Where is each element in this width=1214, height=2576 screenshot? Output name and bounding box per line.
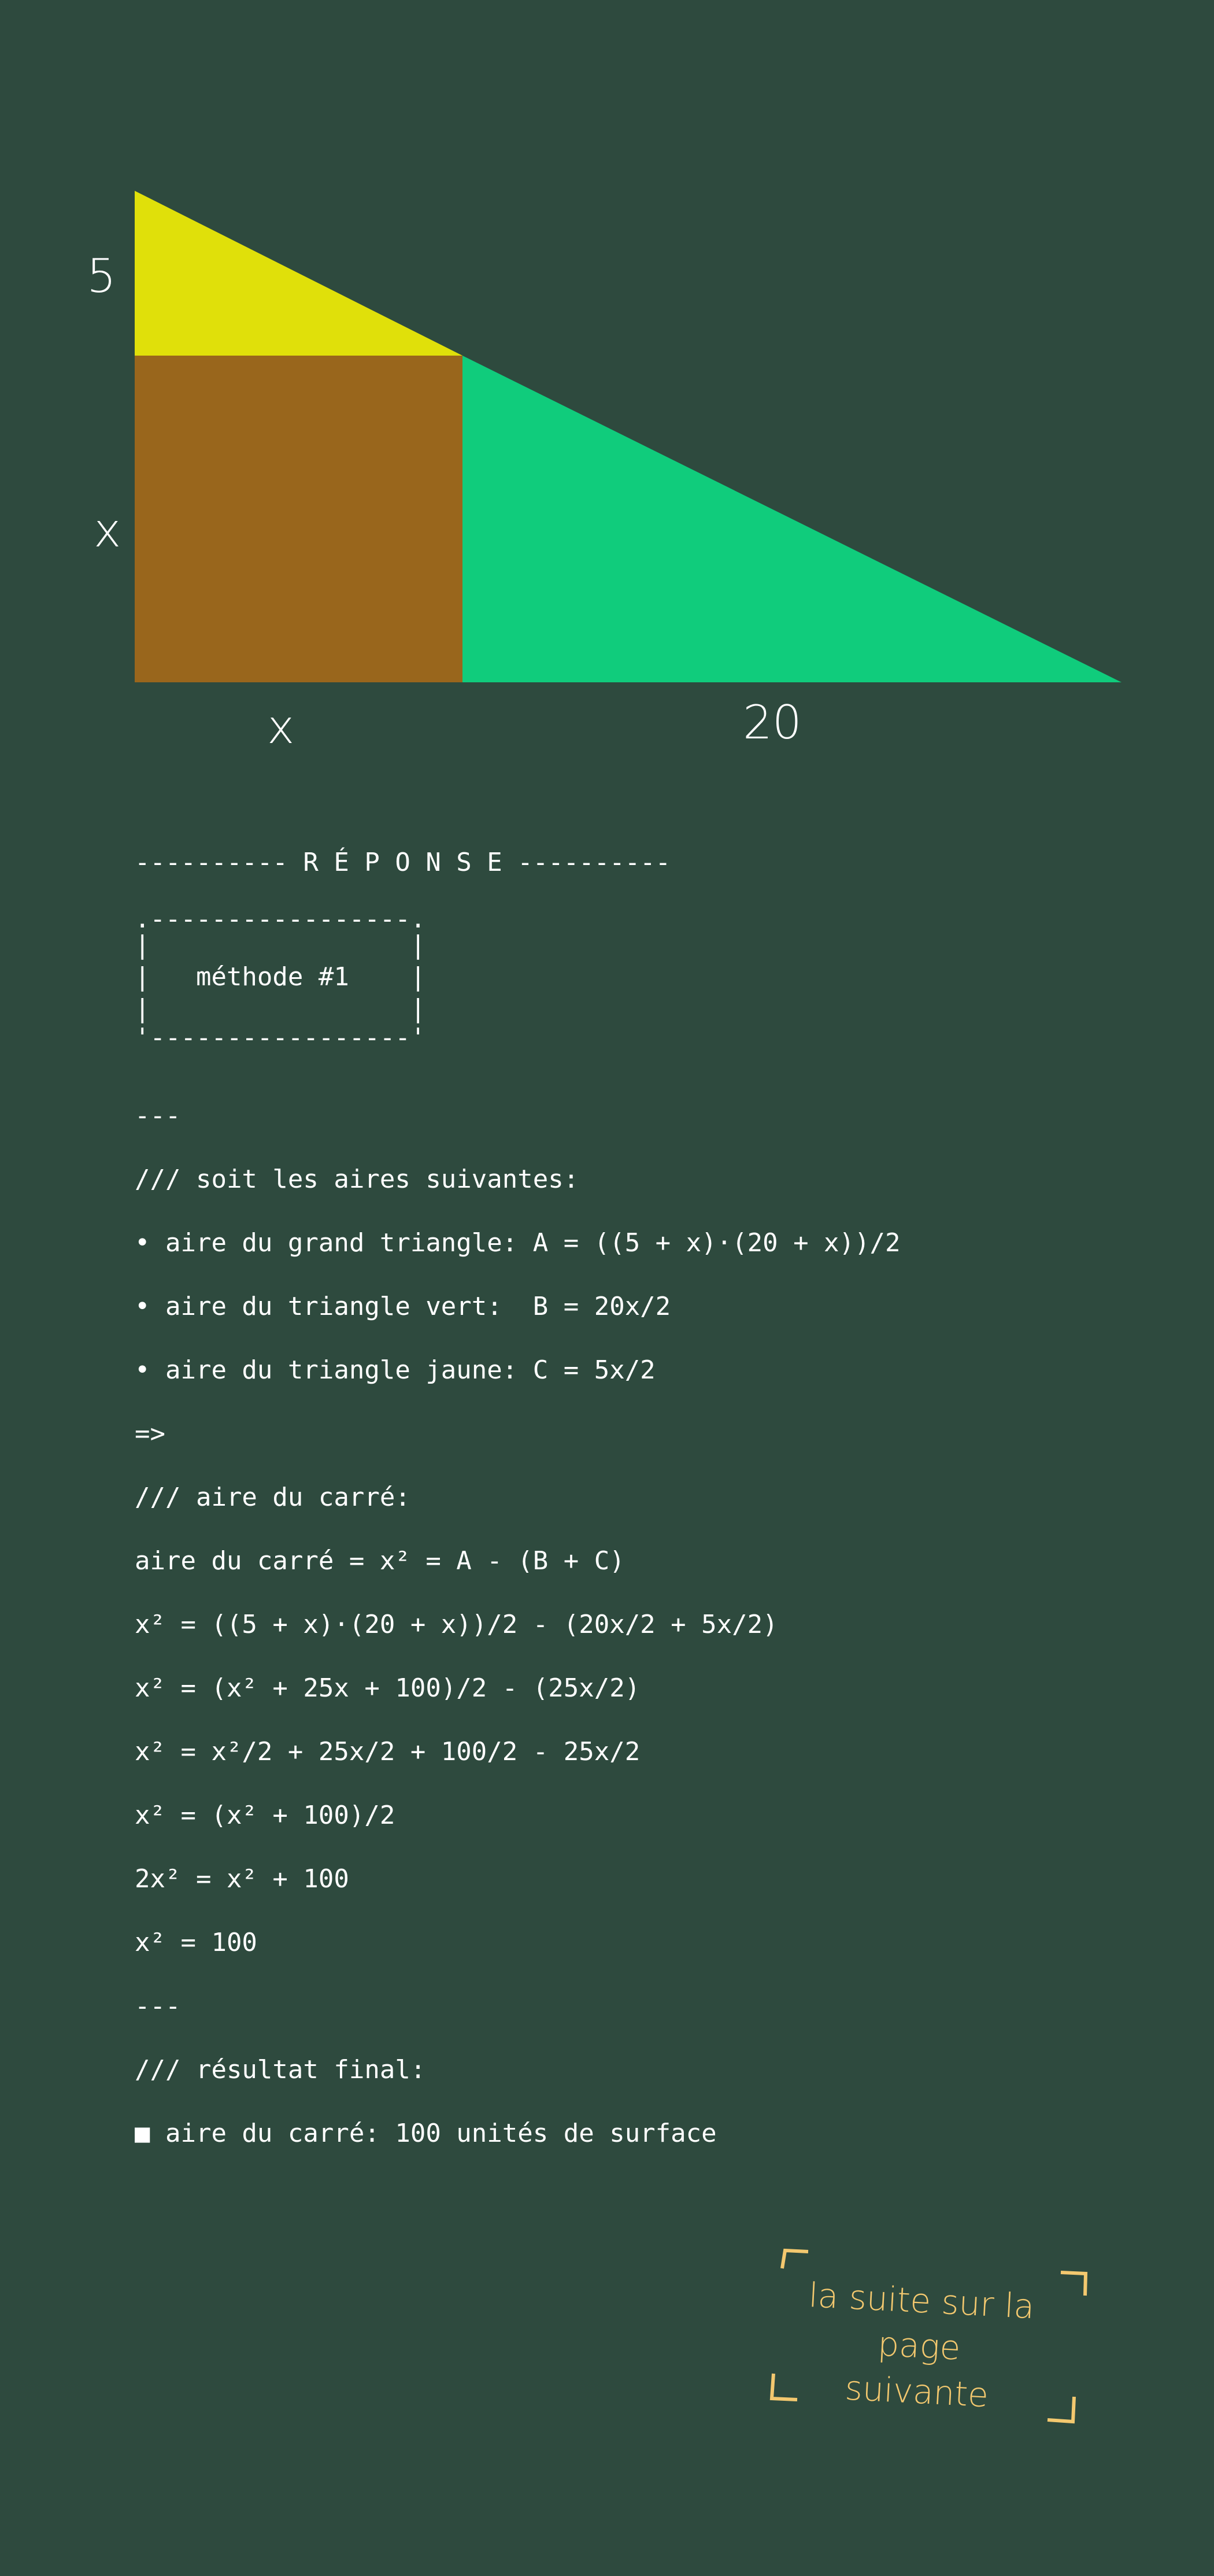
separator: ---	[135, 1101, 181, 1130]
callout-line-2: page suivante	[844, 2324, 990, 2415]
callout-text	[800, 2272, 1038, 2420]
separator: ---	[135, 1991, 181, 2021]
label-bottom-right: 20	[743, 696, 802, 749]
diagram-svg	[0, 0, 1214, 810]
method-box-side: | |	[135, 930, 426, 960]
label-left-top: 5	[87, 249, 116, 303]
method-box-top: .-----------------.	[135, 904, 426, 934]
final-result: ■ aire du carré: 100 unités de surface	[135, 2119, 717, 2148]
green-triangle	[462, 356, 1122, 682]
equation-line: 2x² = x² + 100	[135, 1864, 349, 1894]
label-bottom-left: x	[267, 700, 295, 754]
label-left-bottom: x	[94, 504, 121, 557]
equation-line: x² = x²/2 + 25x/2 + 100/2 - 25x/2	[135, 1737, 641, 1766]
callout-line-1: la suite sur la	[808, 2275, 1036, 2327]
method-box-bottom: '-----------------'	[135, 1023, 426, 1052]
equation-line: aire du carré = x² = A - (B + C)	[135, 1546, 625, 1576]
yellow-triangle	[135, 191, 462, 356]
section-square-heading: /// aire du carré:	[135, 1483, 410, 1512]
continue-next-page-callout	[763, 2238, 1098, 2434]
area-big-triangle: • aire du grand triangle: A = ((5 + x)·(20 + x))/2	[135, 1228, 901, 1258]
answer-heading: ---------- R É P O N S E ----------	[135, 848, 671, 877]
triangle-square-diagram	[0, 0, 1214, 810]
area-green-triangle: • aire du triangle vert: B = 20x/2	[135, 1292, 671, 1321]
equation-line: x² = ((5 + x)·(20 + x))/2 - (20x/2 + 5x/2)	[135, 1610, 778, 1639]
method-box-label: | méthode #1 |	[135, 962, 426, 992]
equation-line: x² = 100	[135, 1928, 257, 1957]
equation-line: x² = (x² + 25x + 100)/2 - (25x/2)	[135, 1673, 641, 1703]
method-box-side: | |	[135, 994, 426, 1023]
section-result-heading: /// résultat final:	[135, 2055, 426, 2085]
implies-arrow: =>	[135, 1419, 165, 1448]
area-yellow-triangle: • aire du triangle jaune: C = 5x/2	[135, 1355, 656, 1385]
square	[135, 356, 462, 682]
section-areas-heading: /// soit les aires suivantes:	[135, 1165, 579, 1194]
equation-line: x² = (x² + 100)/2	[135, 1801, 395, 1830]
